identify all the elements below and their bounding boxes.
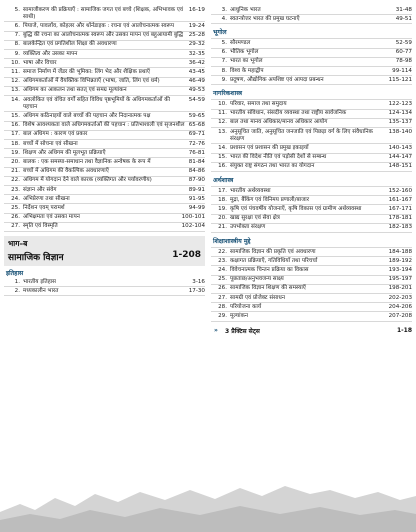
toc-entry [211, 266, 412, 275]
entry-pages: 31-48 [395, 6, 412, 13]
entry-number: 1. [14, 278, 20, 285]
entry-number: 28. [218, 303, 227, 310]
entry-title: अधिगम कठिनाइयों वाले बच्चों की पहचान और निदानात्मक पक्ष [23, 112, 151, 119]
entry-pages: 140-143 [388, 144, 412, 151]
part-b-band [4, 236, 205, 266]
left-entry-list [4, 6, 205, 232]
entry-number: 10. [11, 59, 20, 66]
toc-entry [4, 214, 205, 223]
entry-pages: 43-45 [188, 68, 205, 75]
entry-number: 21. [218, 224, 227, 231]
entry-title: भारतीय संविधान, संसदीय व्यवस्था तथा राष्ट्रीय सार्वजनिक [230, 110, 347, 117]
entry-title: परिवार, समाज तथा समुदाय [230, 100, 287, 107]
entry-pages: 144-147 [388, 154, 412, 161]
entry-pages: 195-197 [388, 276, 412, 283]
history-heading: इतिहास [6, 270, 24, 278]
entry-title: प्रशासन एवं प्रशासन की प्रमुख इकाइयाँ [230, 144, 309, 151]
entry-title: विवेचनात्मक चिन्तन प्रक्रिया का विकास [230, 266, 309, 273]
entry-title: मूल्यांकन [230, 312, 248, 319]
entry-pages: 60-77 [395, 49, 412, 56]
entry-number: 6. [221, 49, 227, 56]
entry-pages: 167-171 [388, 205, 412, 212]
civics-heading: नागरिकशास्त्र [211, 85, 412, 100]
entry-number: 7. [14, 32, 20, 39]
toc-entry [4, 50, 205, 59]
entry-pages: 100-101 [181, 214, 205, 221]
entry-pages: 36-42 [188, 59, 205, 66]
entry-title: सामाजीकरण की प्रक्रियाएँ : सामाजिक जगत एवं बच्चे (शिक्षक, अभिभावक एवं साथी) [23, 6, 184, 20]
entry-title: अधिगम का आकलन तथा सतत् एवं समग्र मूल्यांकन [23, 87, 127, 94]
history-entry-list [4, 278, 205, 296]
entry-number: 29. [218, 312, 227, 319]
toc-entry [4, 168, 205, 177]
entry-number: 8. [14, 41, 20, 48]
entry-pages: 148-151 [388, 163, 412, 170]
entry-number: 26. [11, 214, 20, 221]
toc-entry [4, 68, 205, 77]
entry-number: 16. [11, 122, 20, 129]
entry-pages: 94-99 [188, 204, 205, 211]
entry-pages: 193-194 [388, 266, 412, 273]
entry-title: आधुनिक भारत [230, 6, 261, 13]
toc-entry [211, 187, 412, 196]
entry-title: खाद्य सुरक्षा एवं सेवा क्षेत्र [230, 215, 280, 222]
pedagogy-entry-list [211, 248, 412, 322]
toc-entry [4, 32, 205, 41]
toc-entry [211, 285, 412, 294]
entry-number: 25. [218, 276, 227, 283]
entry-number: 12. [218, 119, 227, 126]
entry-pages: 135-137 [388, 119, 412, 126]
entry-pages: 207-208 [388, 312, 412, 319]
entry-number: 6. [14, 22, 20, 29]
practice-sets-title: 3 प्रैक्टिस सेट्स [225, 327, 260, 335]
entry-pages: 189-192 [388, 257, 412, 264]
toc-entry [211, 257, 412, 266]
entry-number: 15. [218, 154, 227, 161]
entry-pages: 78-98 [395, 58, 412, 65]
toc-entry [4, 131, 205, 140]
practice-sets-row [211, 325, 412, 337]
entry-title: सामग्री एवं प्रोजेक्ट संसाधन [230, 294, 285, 301]
entry-pages: 3-16 [192, 278, 205, 285]
entry-number: 17. [218, 187, 227, 194]
part-subject-row [8, 250, 201, 263]
entry-pages: 49-51 [395, 15, 412, 22]
toc-entry [211, 248, 412, 257]
entry-number: 5. [221, 39, 227, 46]
entry-pages: 138-140 [388, 128, 412, 135]
toc-entry [211, 215, 412, 224]
entry-number: 23. [218, 257, 227, 264]
toc-entry [211, 144, 412, 153]
entry-title: अभिक्षमता एवं उसका मापन [23, 214, 80, 221]
toc-entry [4, 6, 205, 22]
entry-number: 24. [11, 195, 20, 202]
toc-entry [211, 205, 412, 214]
geography-heading: भूगोल [211, 24, 412, 39]
toc-entry [211, 100, 412, 109]
entry-number: 27. [218, 294, 227, 301]
entry-number: 25. [11, 204, 20, 211]
entry-pages: 65-68 [188, 122, 205, 129]
toc-entry [4, 87, 205, 96]
entry-number: 20. [218, 215, 227, 222]
entry-number: 14. [11, 96, 20, 103]
entry-title: बुद्धि की रचना का आलोचनात्मक स्वरूप और उसका मापन एवं बहुआयामी बुद्धि [23, 32, 184, 39]
entry-number: 21. [11, 168, 20, 175]
toc-entry [211, 67, 412, 76]
entry-pages: 72-76 [188, 140, 205, 147]
entry-title: समाज निर्माण में जेंडर की भूमिका: लिंग भेद और शैक्षिक प्रथाएँ [23, 68, 150, 75]
entry-title: पूछताछ/अनुभवजन्य साक्ष्य [230, 276, 284, 283]
toc-entry [4, 22, 205, 31]
entry-title: सामाजिक विज्ञान की प्रकृति एवं अवधारणा [230, 248, 316, 255]
entry-pages: 152-160 [388, 187, 412, 194]
toc-entry [4, 287, 205, 296]
entry-pages: 89-91 [188, 186, 205, 193]
entry-title: बाल अधिगम : कारण एवं प्रकार [23, 131, 88, 138]
toc-entry [211, 76, 412, 85]
entry-number: 2. [14, 287, 20, 294]
entry-number: 15. [11, 112, 20, 119]
toc-entry [211, 224, 412, 233]
entry-pages: 87-90 [188, 177, 205, 184]
entry-title: संयुक्त राष्ट्र संगठन तथा भारत का योगदान [230, 163, 315, 170]
entry-title: अनुसूचित जाति, अनुसूचित जनजाति एवं पिछड़ा वर्ग के लिए संवैधानिक संरक्षण [230, 128, 373, 142]
entry-pages: 29-32 [188, 41, 205, 48]
entry-title: अधिगमकर्ताओं में वैयक्तिक विभिन्नताएँ (भाषा, जाति, लिंग एवं धर्म) [23, 78, 160, 85]
toc-entry [211, 128, 412, 144]
entry-number: 23. [11, 186, 20, 193]
toc-entry [4, 186, 205, 195]
practice-marker-icon: » [214, 327, 218, 335]
entry-title: विशेष आवश्यकता वाले अधिगमकर्ताओं की पहचान : प्रतिभाशाली एवं सृजनशील [23, 122, 185, 129]
entry-title: उपभोक्ता संरक्षण [230, 224, 266, 231]
entry-pages: 204-206 [388, 303, 412, 310]
toc-entry [211, 6, 412, 15]
entry-title: भारतीय अर्थव्यवस्था [230, 187, 271, 194]
entry-number: 16. [218, 163, 227, 170]
history-cont-list [211, 6, 412, 24]
toc-entry [211, 110, 412, 119]
entry-pages: 81-84 [188, 158, 205, 165]
entry-pages: 49-53 [188, 87, 205, 94]
entry-title: प्रदूषण, औद्योगिक अपशिष्ट एवं आपदा प्रबन्धन [230, 76, 324, 83]
entry-number: 18. [11, 140, 20, 147]
entry-pages: 182-183 [388, 224, 412, 231]
entry-title: अवलोकित एवं वंचित वर्गों सहित विविध पृष्ठभूमियों के अधिगमकर्ताओं की पहचान [23, 96, 170, 110]
entry-pages: 115-121 [388, 76, 412, 83]
entry-title: भारत की विदेश नीति एवं पड़ोसी देशों से सम्बन्ध [230, 154, 327, 161]
entry-number: 27. [11, 223, 20, 230]
entry-title: बालकेन्द्रित एवं प्रगतिशील शिक्षा की अवधारणा [23, 41, 117, 48]
economics-entry-list [211, 187, 412, 233]
part-label: भाग–ब [8, 239, 28, 249]
entry-pages: 122-123 [388, 100, 412, 107]
entry-pages: 54-59 [188, 96, 205, 103]
economics-heading: अर्थशास्त्र [211, 172, 412, 187]
toc-entry [4, 204, 205, 213]
toc-entry [4, 140, 205, 149]
entry-number: 12. [11, 78, 20, 85]
entry-title: बच्चों में सोचना एवं सीखना [23, 140, 78, 147]
toc-right-column [211, 6, 412, 337]
entry-pages: 178-181 [388, 215, 412, 222]
entry-title: बाल तथा मानव अधिकार/मानव अधिकार आयोग [230, 119, 328, 126]
entry-title: मध्यकालीन भारत [23, 287, 59, 294]
entry-pages: 32-35 [188, 50, 205, 57]
toc-entry [4, 96, 205, 112]
entry-pages: 19-24 [188, 22, 205, 29]
toc-entry [211, 58, 412, 67]
mountain-silhouette-decoration [0, 472, 416, 532]
entry-pages: 46-49 [188, 78, 205, 85]
entry-number: 11. [218, 110, 227, 117]
entry-number: 24. [218, 266, 227, 273]
entry-number: 7. [221, 58, 227, 65]
entry-number: 11. [11, 68, 20, 75]
entry-number: 20. [11, 158, 20, 165]
pedagogy-heading: शिक्षाशास्त्रीय मुद्दे [211, 233, 412, 248]
toc-entry [4, 78, 205, 87]
entry-pages: 102-104 [181, 223, 205, 230]
entry-number: 4. [221, 15, 227, 22]
entry-number: 13. [11, 87, 20, 94]
entry-number: 19. [11, 149, 20, 156]
entry-number: 14. [218, 144, 227, 151]
entry-title: भारत का भूगोल [230, 58, 263, 65]
entry-pages: 84-86 [188, 168, 205, 175]
entry-title: व्यक्तित्व और उसका मापन [23, 50, 78, 57]
entry-title: अधिगम में योगदान देने वाले कारक (व्यक्तिगत और पर्यावरणीय) [23, 177, 152, 184]
entry-pages: 76-81 [188, 149, 205, 156]
entry-title: बालक : एक समस्या-समाधान तथा वैज्ञानिक अन्वेषक के रूप में [23, 158, 151, 165]
entry-title: संज्ञान और संवेग [23, 186, 57, 193]
entry-title: भाषा और विचार [23, 59, 57, 66]
entry-title: कृषि एवं पंचवर्षीय योजनाएँ, कृषि विकास एवं ग्रामीण अर्थव्यवस्था [230, 205, 362, 212]
entry-pages: 124-134 [388, 110, 412, 117]
toc-entry [211, 15, 412, 24]
entry-number: 13. [218, 128, 227, 135]
toc-entry [4, 41, 205, 50]
entry-pages: 202-203 [388, 294, 412, 301]
entry-number: 22. [11, 177, 20, 184]
entry-pages: 198-201 [388, 285, 412, 292]
toc-entry [211, 276, 412, 285]
toc-entry [211, 163, 412, 172]
toc-entry [4, 112, 205, 121]
entry-pages: 161-167 [388, 196, 412, 203]
entry-title: परियोजना कार्य [230, 303, 262, 310]
entry-number: 18. [218, 196, 227, 203]
entry-pages: 25-28 [188, 32, 205, 39]
entry-title: सामाजिक विज्ञान शिक्षण की समस्याएँ [230, 285, 306, 292]
entry-number: 9. [14, 50, 20, 57]
entry-title: बच्चों में अधिगम की वैकल्पिक अवधारणाएँ [23, 168, 109, 175]
entry-title: निर्देशन एवम् परामर्श [23, 204, 65, 211]
toc-entry [4, 223, 205, 232]
toc-entry [211, 294, 412, 303]
entry-title: पियाजे, पावलॉव, कोहलर और थॉर्नडाइक : रचना एवं आलोचनात्मक स्वरूप [23, 22, 175, 29]
toc-entry [211, 119, 412, 128]
entry-pages: 17-30 [188, 287, 205, 294]
entry-title: स्वतन्त्रोत्तर भारत की प्रमुख घटनाएँ [230, 15, 300, 22]
toc-entry [211, 196, 412, 205]
toc-entry [211, 154, 412, 163]
part-subject-title: सामाजिक विज्ञान [8, 253, 64, 264]
toc-entry [4, 59, 205, 68]
toc-entry [4, 177, 205, 186]
entry-number: 3. [221, 6, 227, 13]
entry-pages: 99-114 [392, 67, 412, 74]
entry-pages: 91-95 [188, 195, 205, 202]
entry-number: 8. [221, 67, 227, 74]
entry-title: भारतीय इतिहास [23, 278, 56, 285]
entry-number: 17. [11, 131, 20, 138]
entry-pages: 69-71 [188, 131, 205, 138]
entry-number: 5. [14, 6, 20, 13]
entry-title: अभिप्रेरणा तथा सीखना [23, 195, 70, 202]
entry-number: 9. [221, 76, 227, 83]
toc-entry [4, 278, 205, 287]
entry-title: कक्षागत प्रक्रियाएँ, गतिविधियाँ तथा परिचर्चा [230, 257, 318, 264]
entry-title: स्मृति एवं विस्मृति [23, 223, 58, 230]
toc-entry [211, 49, 412, 58]
entry-pages: 16-19 [188, 6, 205, 13]
toc-left-column [4, 6, 205, 296]
entry-number: 26. [218, 285, 227, 292]
part-subject-pages: 1-208 [172, 250, 201, 261]
geography-entry-list [211, 39, 412, 85]
entry-title: मुद्रा, बैंकिंग एवं विनिमय प्रणाली/बाजार [230, 196, 309, 203]
entry-pages: 184-188 [388, 248, 412, 255]
toc-entry [211, 39, 412, 48]
entry-title: विश्व के महाद्वीप [230, 67, 264, 74]
toc-entry [211, 312, 412, 321]
toc-entry [4, 149, 205, 158]
entry-title: भौतिक भूगोल [230, 49, 259, 56]
entry-title: सौरमण्डल [230, 39, 251, 46]
entry-pages: 52-59 [395, 39, 412, 46]
toc-entry [4, 195, 205, 204]
entry-pages: 59-65 [188, 112, 205, 119]
practice-sets-pages: 1-18 [396, 327, 412, 335]
entry-title: शिक्षण और अधिगम की मूलभूत प्रक्रियाएँ [23, 149, 106, 156]
entry-number: 10. [218, 100, 227, 107]
toc-entry [4, 158, 205, 167]
civics-entry-list [211, 100, 412, 172]
toc-entry [211, 303, 412, 312]
entry-number: 19. [218, 205, 227, 212]
entry-number: 22. [218, 248, 227, 255]
toc-entry [4, 122, 205, 131]
